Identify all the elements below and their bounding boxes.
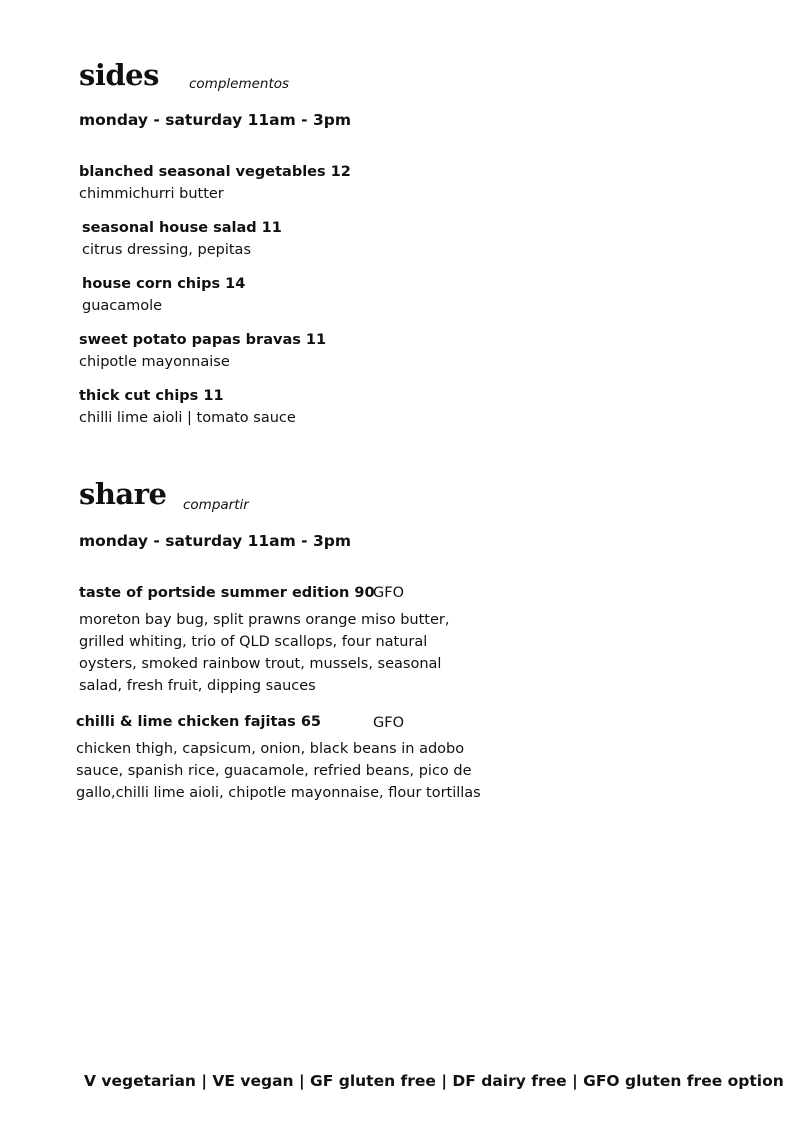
sides-hours: monday - saturday 11am - 3pm	[79, 111, 352, 129]
sides-subheading: complementos	[189, 76, 290, 92]
share-item-desc	[79, 609, 499, 697]
sides-item-title: seasonal house salad 11	[82, 220, 282, 236]
sides-item-title: thick cut chips 11	[79, 388, 224, 404]
share-heading: share	[79, 477, 167, 511]
share-item-tag: GFO	[373, 585, 404, 601]
share-item-desc-line: chicken thigh, capsicum, onion, black beans in adobo	[76, 741, 465, 757]
share-item-desc-line: gallo,chilli lime aioli, chipotle mayonnaise, flour tortillas	[76, 785, 481, 801]
sides-item-title: sweet potato papas bravas 11	[79, 332, 327, 348]
share-item-desc-line: sauce, spanish rice, guacamole, refried beans, pico de	[76, 763, 472, 779]
share-item-desc-line: oysters, smoked rainbow trout, mussels, seasonal	[79, 656, 442, 672]
share-subheading: compartir	[183, 497, 249, 513]
sides-heading: sides	[79, 58, 159, 92]
sides-item-desc: guacamole	[82, 298, 163, 314]
sides-item-desc: chimmichurri butter	[79, 186, 224, 202]
share-item-desc-line: salad, fresh fruit, dipping sauces	[79, 678, 316, 694]
share-item-title: chilli & lime chicken fajitas 65	[76, 714, 322, 730]
share-item-tag: GFO	[373, 715, 404, 731]
share-item-desc	[76, 738, 516, 804]
share-hours: monday - saturday 11am - 3pm	[79, 532, 352, 550]
sides-item-desc: chipotle mayonnaise	[79, 354, 230, 370]
share-item-desc-line: moreton bay bug, split prawns orange miso butter,	[79, 612, 450, 628]
sides-item-title: blanched seasonal vegetables 12	[79, 164, 351, 180]
sides-item-title: house corn chips 14	[82, 276, 246, 292]
sides-item-desc: citrus dressing, pepitas	[82, 242, 252, 258]
dietary-legend: V vegetarian | VE vegan | GF gluten free | DF dairy free | GFO gluten free option	[84, 1072, 784, 1090]
share-item-desc-line: grilled whiting, trio of QLD scallops, four natural	[79, 634, 428, 650]
sides-item-desc: chilli lime aioli | tomato sauce	[79, 410, 296, 426]
share-item-title: taste of portside summer edition 90	[79, 585, 375, 601]
